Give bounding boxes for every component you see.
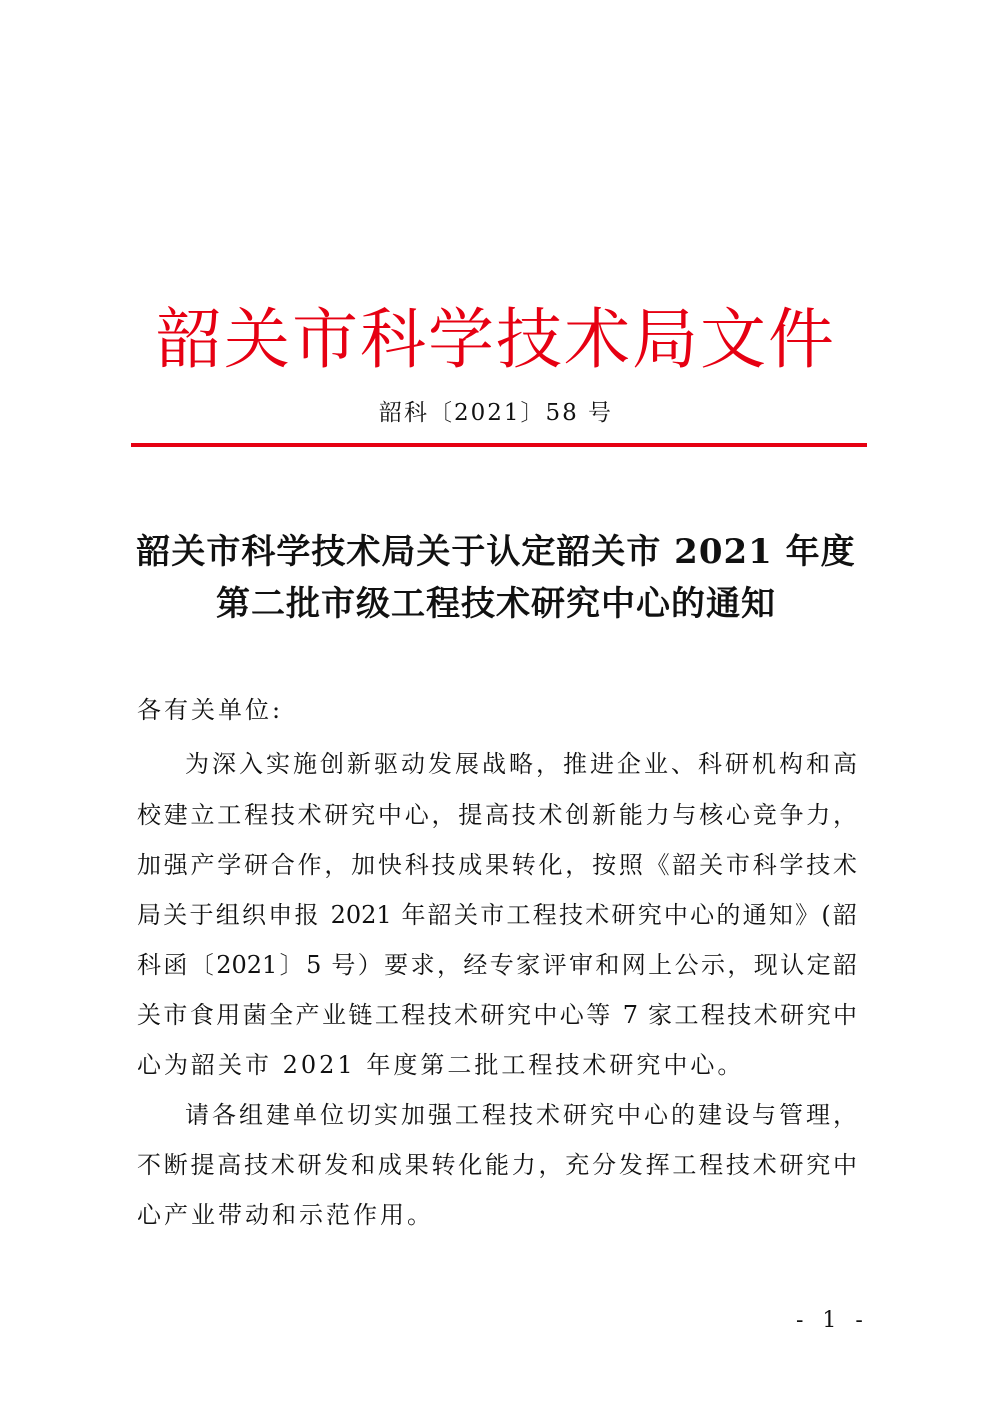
paragraph-1-line: 心为韶关市 2021 年度第二批工程技术研究中心。 [137, 1051, 745, 1079]
paragraph-1-line: 为深入实施创新驱动发展战略，推进企业、科研机构和高 [185, 750, 857, 778]
page-number: - 1 - [796, 1308, 869, 1333]
paragraph-1-line: 加强产学研合作，加快科技成果转化，按照《韶关市科学技术 [137, 851, 857, 879]
salutation: 各有关单位: [137, 696, 284, 724]
paragraph-1-line: 科函〔2021〕5 号）要求，经专家评审和网上公示，现认定韶 [137, 951, 857, 979]
notice-title-line-2: 第二批市级工程技术研究中心的通知 [216, 584, 776, 624]
notice-title-line-1: 韶关市科学技术局关于认定韶关市 2021 年度 [136, 532, 856, 572]
paragraph-1-line: 关市食用菌全产业链工程技术研究中心等 7 家工程技术研究中 [137, 1001, 857, 1029]
paragraph-2-line: 心产业带动和示范作用。 [137, 1201, 434, 1229]
paragraph-2-line: 请各组建单位切实加强工程技术研究中心的建设与管理， [185, 1101, 857, 1129]
document-number: 韶科〔2021〕58 号 [378, 400, 614, 426]
paragraph-1-line: 局关于组织申报 2021 年韶关市工程技术研究中心的通知》(韶 [137, 901, 857, 929]
paragraph-2-line: 不断提高技术研发和成果转化能力，充分发挥工程技术研究中 [137, 1151, 857, 1179]
issuing-authority-header: 韶关市科学技术局文件 [156, 301, 836, 378]
red-divider-line [131, 443, 867, 447]
paragraph-1-line: 校建立工程技术研究中心，提高技术创新能力与核心竞争力， [137, 801, 857, 829]
